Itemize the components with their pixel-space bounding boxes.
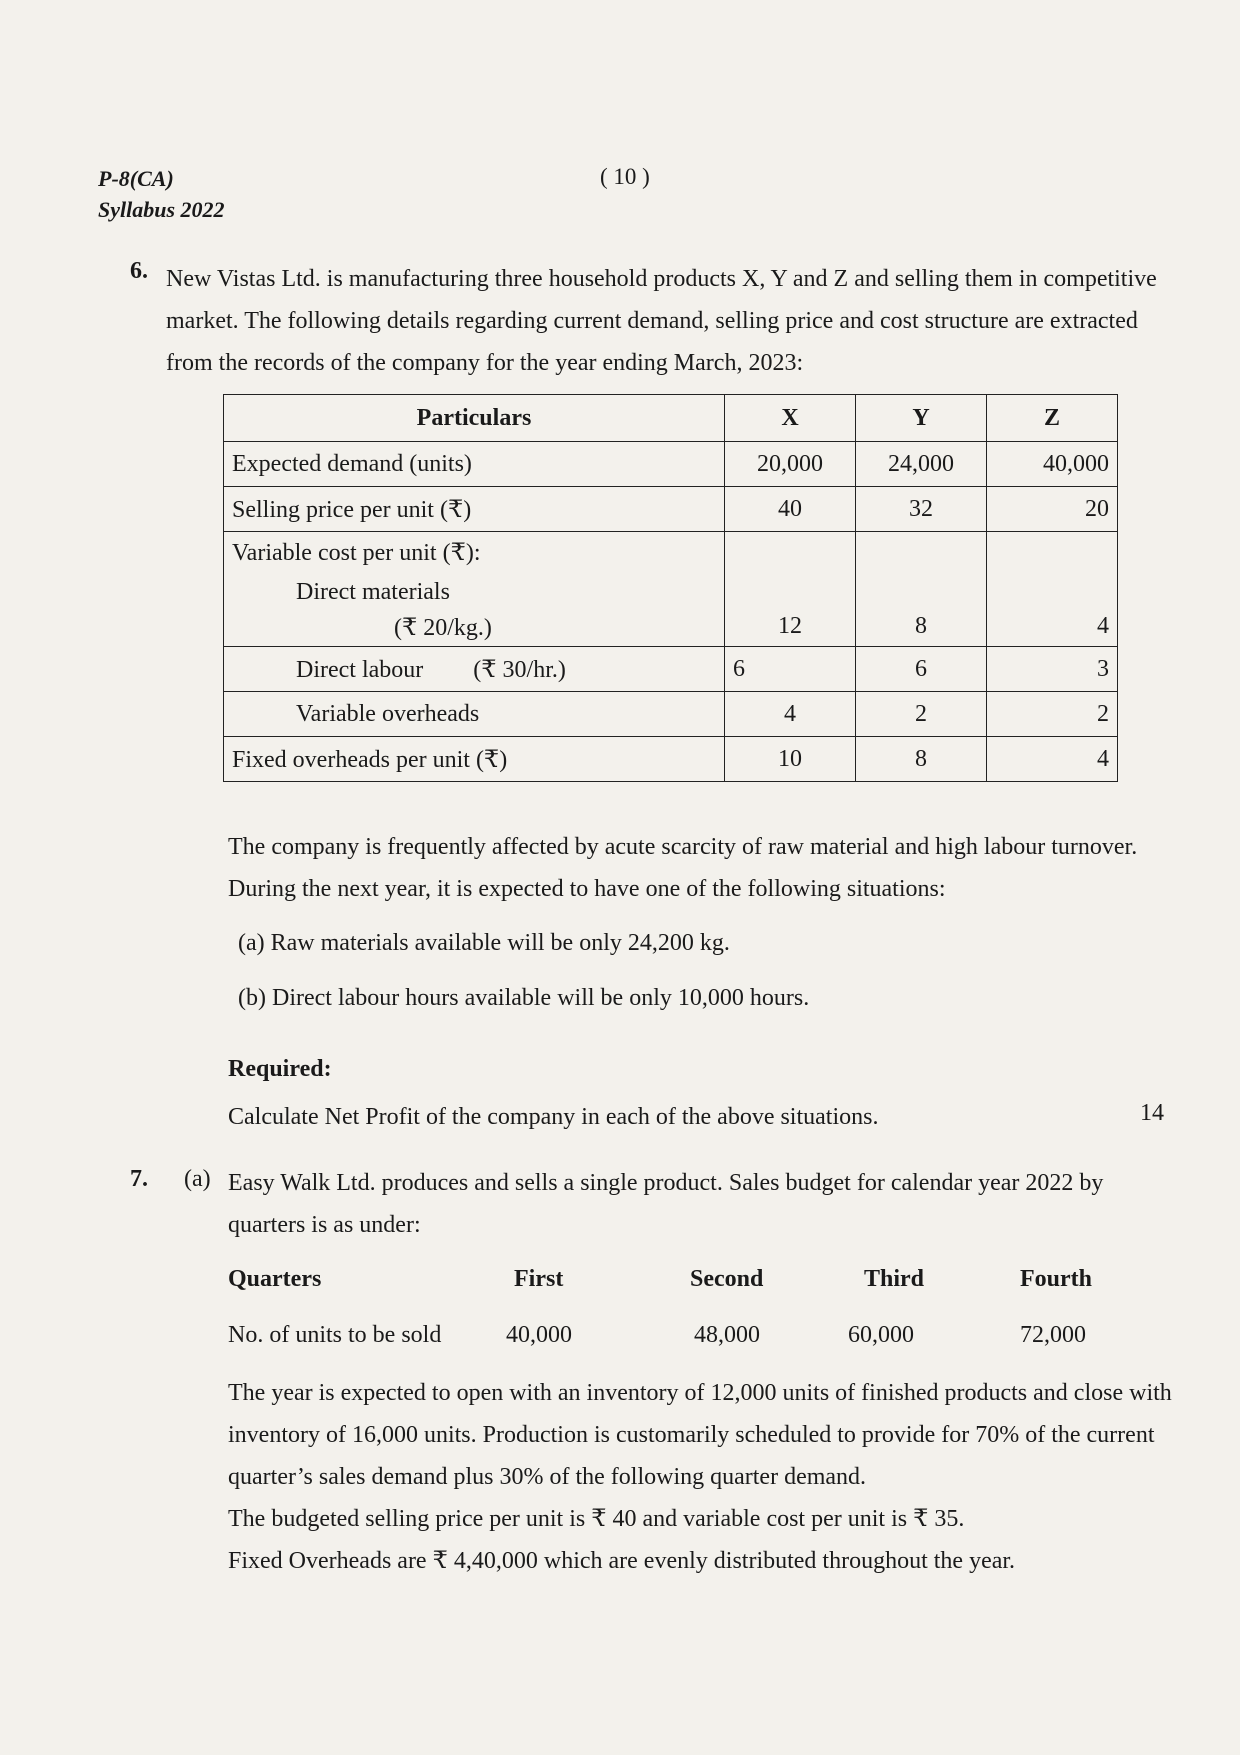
question-7-para-1: The year is expected to open with an inventory of 12,000 units of finished products and close with inventory of 16,000 units. Production is customarily scheduled to provide for 70% of the current quarter’s sales demand plus 30% of the following quarter demand. — [228, 1380, 1172, 1490]
row-label — [224, 647, 725, 692]
cell-x: 40 — [725, 487, 856, 532]
header-y: Y — [856, 395, 987, 442]
question-6-number: 6. — [130, 258, 148, 284]
cell-x: 4 — [725, 692, 856, 737]
row-label: Variable overheads — [224, 692, 725, 737]
row-label: Fixed overheads per unit (₹) — [224, 737, 725, 782]
cell-z: 3 — [987, 647, 1118, 692]
situation-b: (b) Direct labour hours available will be only 10,000 hours. — [238, 985, 810, 1011]
cell-y: 6 — [856, 647, 987, 692]
quarter-third: Third — [864, 1266, 925, 1292]
units-second: 48,000 — [694, 1322, 760, 1348]
cell-y: 2 — [856, 692, 987, 737]
variable-cost-label: Variable cost per unit (₹): — [232, 540, 481, 566]
table-header-row — [224, 395, 1118, 442]
page-number: ( 10 ) — [600, 164, 650, 189]
header-particulars: Particulars — [224, 395, 725, 442]
row-label — [224, 532, 725, 647]
cell-y: 24,000 — [856, 442, 987, 487]
units-third: 60,000 — [848, 1322, 914, 1348]
row-label: Expected demand (units) — [224, 442, 725, 487]
table-row — [224, 532, 1118, 647]
required-text: Calculate Net Profit of the company in each of the above situations. — [228, 1104, 879, 1130]
quarters-label: Quarters — [228, 1266, 322, 1292]
cell-z: 4 — [987, 532, 1118, 647]
header-x: X — [725, 395, 856, 442]
quarter-second: Second — [690, 1266, 764, 1292]
units-first: 40,000 — [506, 1322, 572, 1348]
question-6-after-table: The company is frequently affected by acute scarcity of raw material and high labour turnover. During the next year, it is expected to have one of the following situations: — [228, 834, 1138, 902]
cell-y: 8 — [856, 532, 987, 647]
cell-x: 10 — [725, 737, 856, 782]
situation-a: (a) Raw materials available will be only 24,200 kg. — [238, 930, 730, 956]
question-7-para-3: Fixed Overheads are ₹ 4,40,000 which are evenly distributed throughout the year. — [228, 1548, 1016, 1574]
table-row — [224, 692, 1118, 737]
syllabus-label: Syllabus 2022 — [98, 197, 225, 222]
question-6 — [130, 258, 1170, 384]
cell-x: 20,000 — [725, 442, 856, 487]
cell-x: 12 — [725, 532, 856, 647]
direct-labour-rate: (₹ 30/hr.) — [473, 656, 566, 683]
quarter-first: First — [514, 1266, 564, 1292]
quarter-fourth: Fourth — [1020, 1266, 1092, 1292]
required-heading: Required: — [228, 1056, 332, 1082]
cell-x: 6 — [725, 647, 856, 692]
question-7-part: (a) — [184, 1166, 211, 1192]
cell-y: 8 — [856, 737, 987, 782]
table-row — [224, 647, 1118, 692]
cell-z: 2 — [987, 692, 1118, 737]
cell-z: 40,000 — [987, 442, 1118, 487]
question-7-number: 7. — [130, 1166, 148, 1192]
direct-materials-rate: (₹ 20/kg.) — [394, 615, 492, 641]
question-6-intro: New Vistas Ltd. is manufacturing three household products X, Y and Z and selling them in competitive market. The following details regarding current demand, selling price and cost structure are extracted from the records of the company for the year ending March, 2023: — [166, 266, 1157, 376]
table-row — [224, 737, 1118, 782]
table-row — [224, 487, 1118, 532]
row-label: Selling price per unit (₹) — [224, 487, 725, 532]
units-label: No. of units to be sold — [228, 1322, 442, 1348]
direct-labour-label: Direct labour — [296, 656, 424, 683]
direct-materials-label: Direct materials — [296, 579, 450, 605]
cell-z: 20 — [987, 487, 1118, 532]
question-6-marks: 14 — [1140, 1100, 1164, 1126]
question-7-para-2: The budgeted selling price per unit is ₹ 40 and variable cost per unit is ₹ 35. — [228, 1506, 965, 1532]
question-7-intro: Easy Walk Ltd. produces and sells a single product. Sales budget for calendar year 2022 by quarters is as under: — [228, 1170, 1104, 1238]
cell-z: 4 — [987, 737, 1118, 782]
paper-code: P-8(CA) — [98, 166, 174, 191]
units-fourth: 72,000 — [1020, 1322, 1086, 1348]
header-z: Z — [987, 395, 1118, 442]
table-row — [224, 442, 1118, 487]
cost-structure-table — [223, 394, 1118, 782]
cell-y: 32 — [856, 487, 987, 532]
